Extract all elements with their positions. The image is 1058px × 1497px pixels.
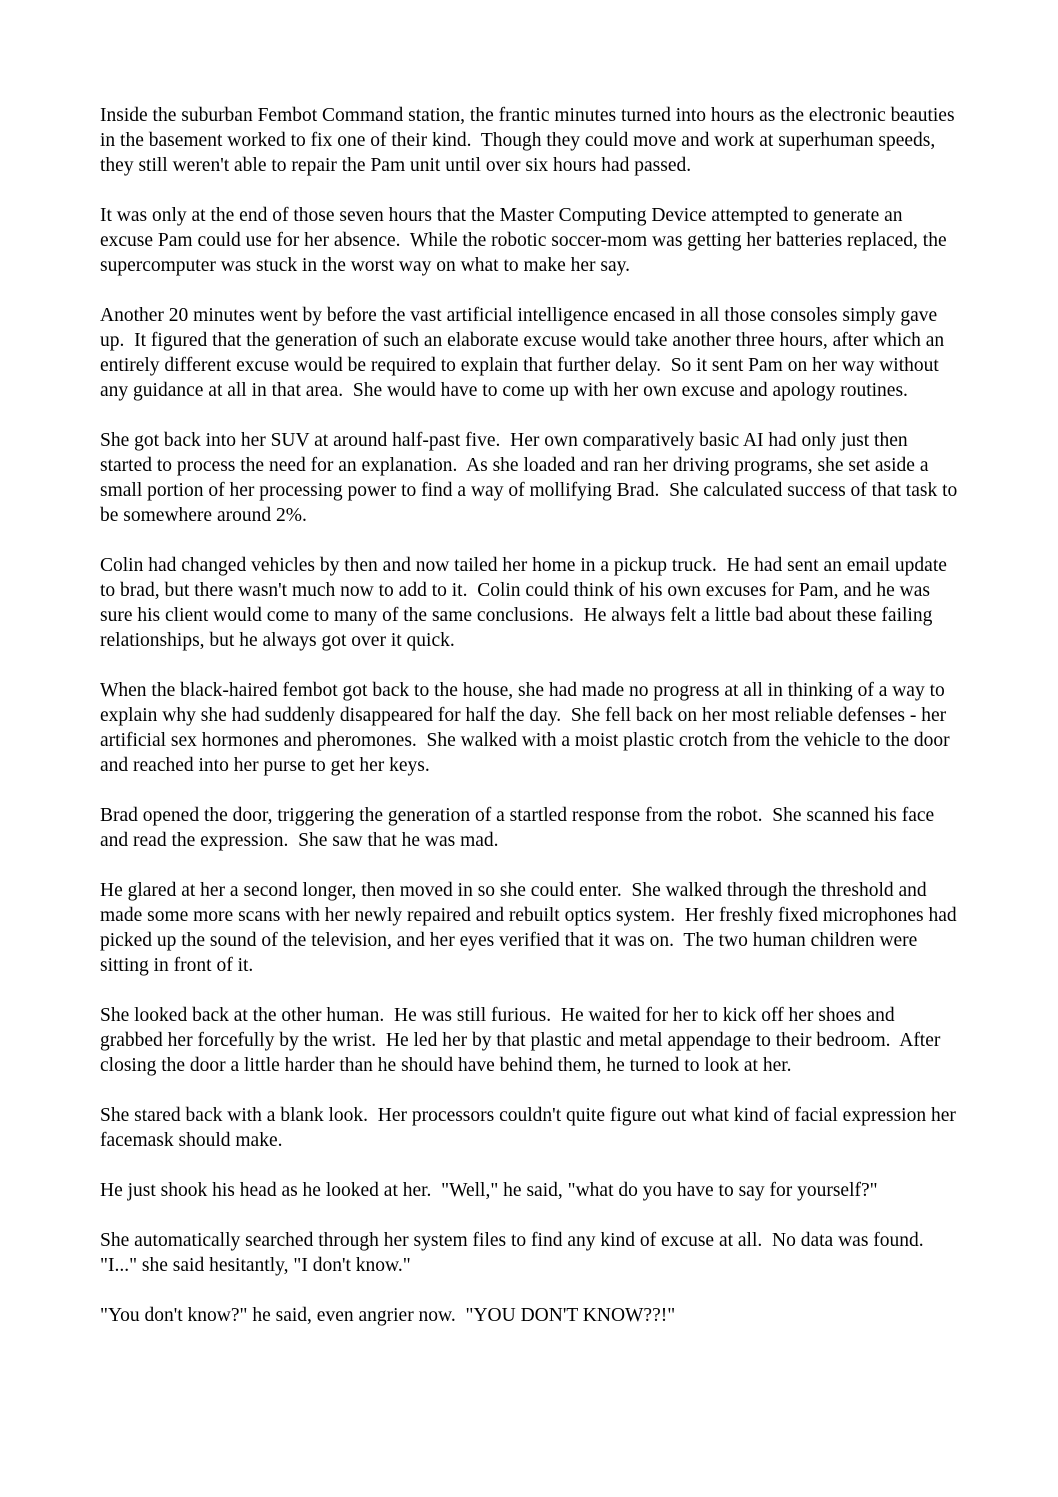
paragraph: He just shook his head as he looked at her. "Well," he said, "what do you have to say for yourself?" [100,1180,878,1201]
paragraph: She got back into her SUV at around half-past five. Her own comparatively basic AI had only just then started to process the need for an explanation. As she loaded and ran her driving programs, she set aside a small portion of her processing power to find a way of mollifying Brad. She calculated success of that task to be somewhere around 2%. [100,430,963,526]
paragraph: When the black-haired fembot got back to the house, she had made no progress at all in thinking of a way to explain why she had suddenly disappeared for half the day. She fell back on her most reliable defenses - her artificial sex hormones and pheromones. She walked with a moist plastic crotch from the vehicle to the door and reached into her purse to get her keys. [100,680,955,776]
paragraph: He glared at her a second longer, then moved in so she could enter. She walked through the threshold and made some more scans with her newly repaired and rebuilt optics system. Her freshly fixed microphones had picked up the sound of the television, and her eyes verified that it was on. The two human children were sitting in front of it. [100,880,962,976]
paragraph: Colin had changed vehicles by then and now tailed her home in a pickup truck. He had sent an email update to brad, but there wasn't much now to add to it. Colin could think of his own excuses for Pam, and he was sure his client would come to many of the same conclusions. He always felt a little bad about these failing relationships, but he always got over it quick. [100,555,952,651]
paragraph: It was only at the end of those seven hours that the Master Computing Device attempted to generate an excuse Pam could use for her absence. While the robotic soccer-mom was getting her batteries replaced, the supercomputer was stuck in the worst way on what to make her say. [100,205,952,276]
paragraph: Another 20 minutes went by before the vast artificial intelligence encased in all those consoles simply gave up. It figured that the generation of such an elaborate excuse would take another three hours, after which an entirely different excuse would be required to explain that further delay. So it sent Pam on her way without any guidance at all in that area. She would have to come up with her own excuse and apology routines. [100,305,950,401]
paragraph: Inside the suburban Fembot Command station, the frantic minutes turned into hours as the electronic beauties in the basement worked to fix one of their kind. Though they could move and work at superhuman speeds, they still weren't able to repair the Pam unit until over six hours had passed. [100,105,960,176]
paragraph: She automatically searched through her system files to find any kind of excuse at all. No data was found. "I..." she said hesitantly, "I don't know." [100,1230,934,1276]
paragraph: "You don't know?" he said, even angrier now. "YOU DON'T KNOW??!" [100,1305,676,1326]
paragraph: She looked back at the other human. He was still furious. He waited for her to kick off her shoes and grabbed her forcefully by the wrist. He led her by that plastic and metal appendage to their bedroom. After closing the door a little harder than he should have behind them, he turned to look at her. [100,1005,946,1076]
paragraph: Brad opened the door, triggering the generation of a startled response from the robot. She scanned his face and read the expression. She saw that he was mad. [100,805,940,851]
paragraph: She stared back with a blank look. Her processors couldn't quite figure out what kind of facial expression her facemask should make. [100,1105,961,1151]
